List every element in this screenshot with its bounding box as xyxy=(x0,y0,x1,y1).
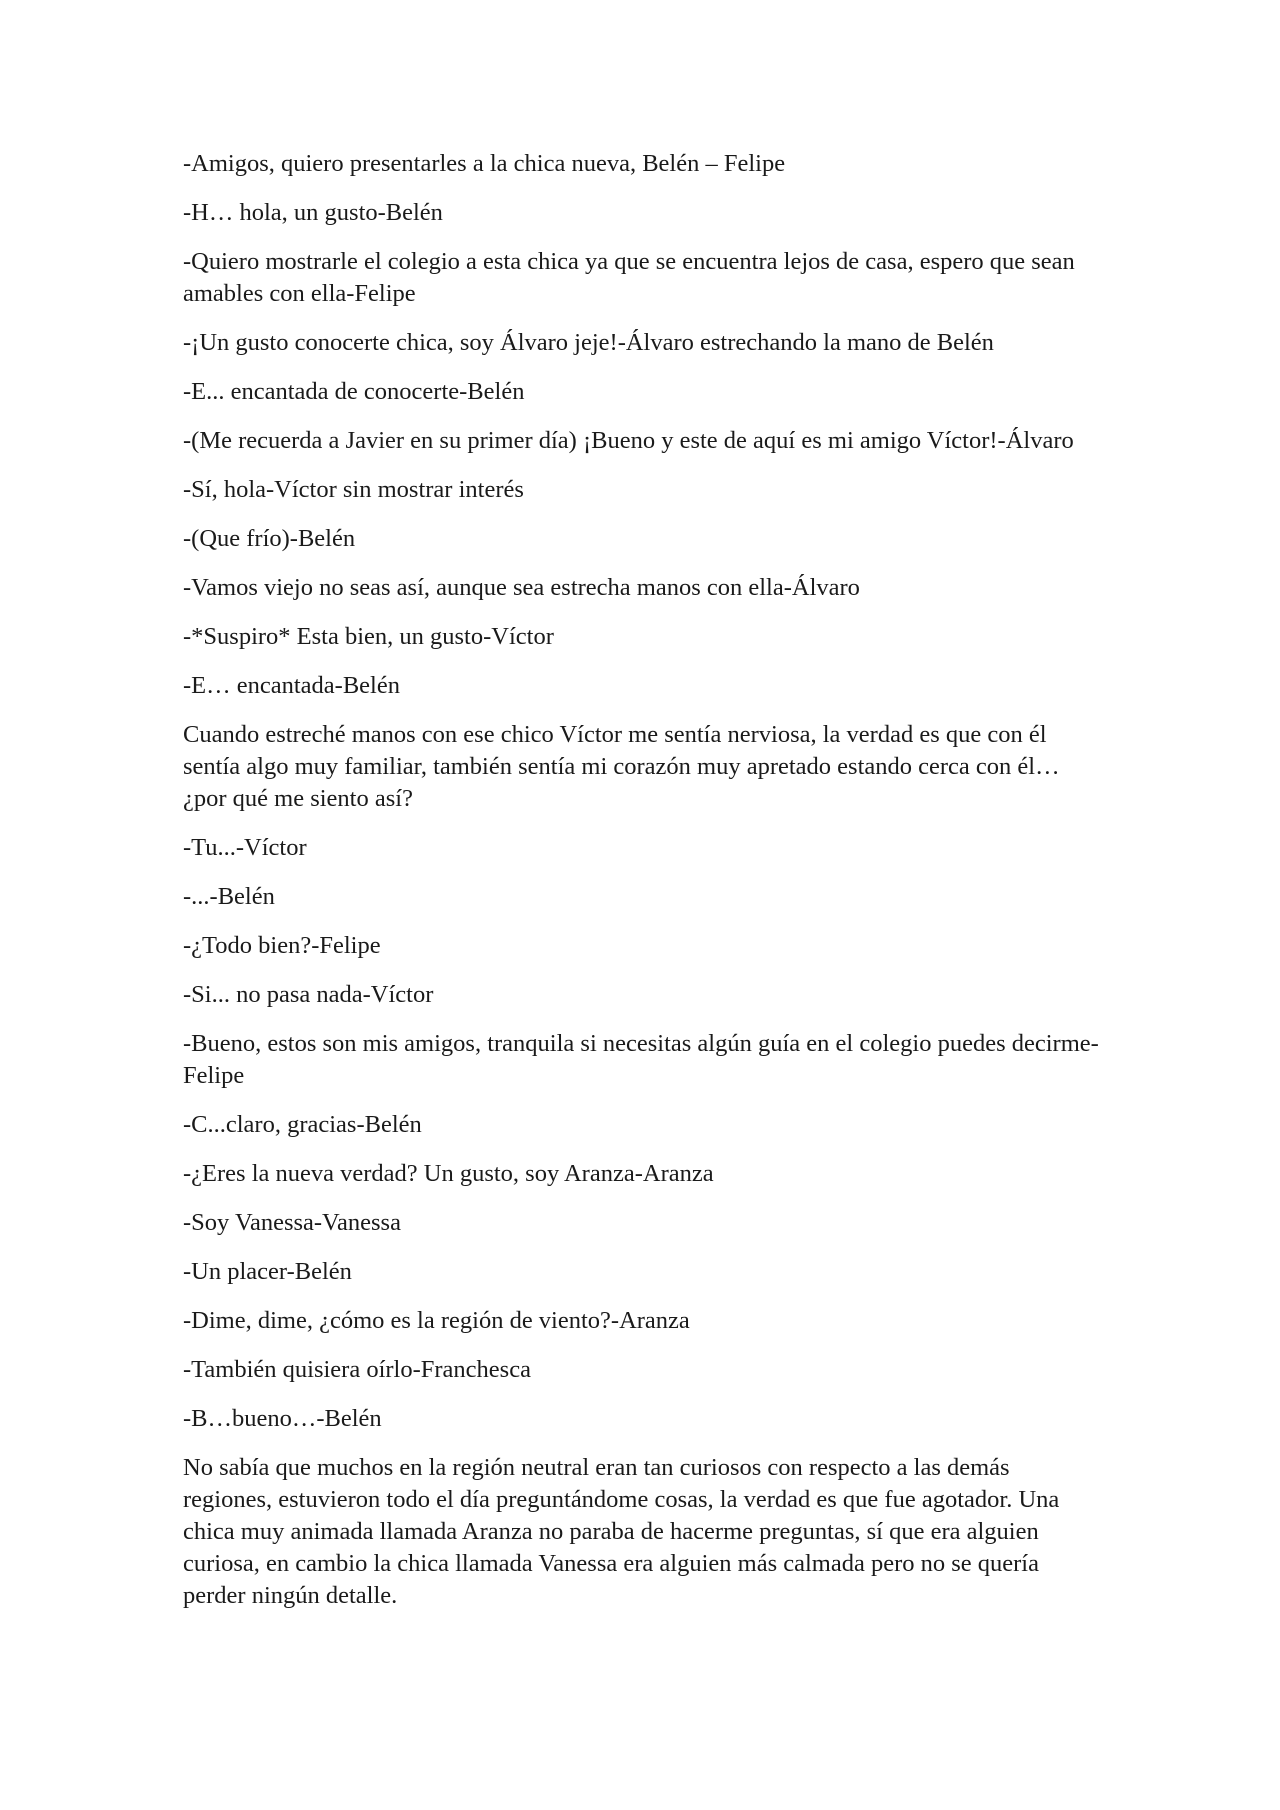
paragraph-21: -Un placer-Belén xyxy=(183,1258,352,1285)
paragraph-7: -Sí, hola-Víctor sin mostrar interés xyxy=(183,476,524,503)
paragraph-13: -Tu...-Víctor xyxy=(183,834,307,861)
paragraph-16: -Si... no pasa nada-Víctor xyxy=(183,981,434,1008)
paragraph-3: -Quiero mostrarle el colegio a esta chica ya que se encuentra lejos de casa, espero que sean amables con ella-Felipe xyxy=(183,248,1075,307)
paragraph-24: -B…bueno…-Belén xyxy=(183,1405,382,1432)
paragraph-18: -C...claro, gracias-Belén xyxy=(183,1111,422,1138)
paragraph-6: -(Me recuerda a Javier en su primer día) ¡Bueno y este de aquí es mi amigo Víctor!-Álvaro xyxy=(183,427,1074,454)
paragraph-5: -E... encantada de conocerte-Belén xyxy=(183,378,525,405)
paragraph-20: -Soy Vanessa-Vanessa xyxy=(183,1209,401,1236)
paragraph-25: No sabía que muchos en la región neutral eran tan curiosos con respecto a las demás regiones, estuvieron todo el día preguntándome cosas, la verdad es que fue agotador. Una chica muy animada llamada Aranza no paraba de hacerme preguntas, sí que era alguien curiosa, en cambio la chica llamada Vanessa era alguien más calmada pero no se quería perder ningún detalle. xyxy=(183,1454,1060,1609)
paragraph-4: -¡Un gusto conocerte chica, soy Álvaro jeje!-Álvaro estrechando la mano de Belén xyxy=(183,329,994,356)
paragraph-14: -...-Belén xyxy=(183,883,275,910)
paragraph-19: -¿Eres la nueva verdad? Un gusto, soy Aranza-Aranza xyxy=(183,1160,714,1187)
paragraph-11: -E… encantada-Belén xyxy=(183,672,400,699)
paragraph-1: -Amigos, quiero presentarles a la chica nueva, Belén – Felipe xyxy=(183,150,786,177)
paragraph-17: -Bueno, estos son mis amigos, tranquila si necesitas algún guía en el colegio puedes decirme-Felipe xyxy=(183,1030,1099,1089)
paragraph-8: -(Que frío)-Belén xyxy=(183,525,356,552)
document-body xyxy=(183,148,1103,1629)
paragraph-10: -*Suspiro* Esta bien, un gusto-Víctor xyxy=(183,623,554,650)
paragraph-22: -Dime, dime, ¿cómo es la región de viento?-Aranza xyxy=(183,1307,690,1334)
paragraph-12: Cuando estreché manos con ese chico Víctor me sentía nerviosa, la verdad es que con él sentía algo muy familiar, también sentía mi corazón muy apretado estando cerca con él… ¿por qué me siento así? xyxy=(183,721,1060,812)
paragraph-15: -¿Todo bien?-Felipe xyxy=(183,932,381,959)
paragraph-9: -Vamos viejo no seas así, aunque sea estrecha manos con ella-Álvaro xyxy=(183,574,860,601)
paragraph-2: -H… hola, un gusto-Belén xyxy=(183,199,443,226)
paragraph-23: -También quisiera oírlo-Franchesca xyxy=(183,1356,531,1383)
